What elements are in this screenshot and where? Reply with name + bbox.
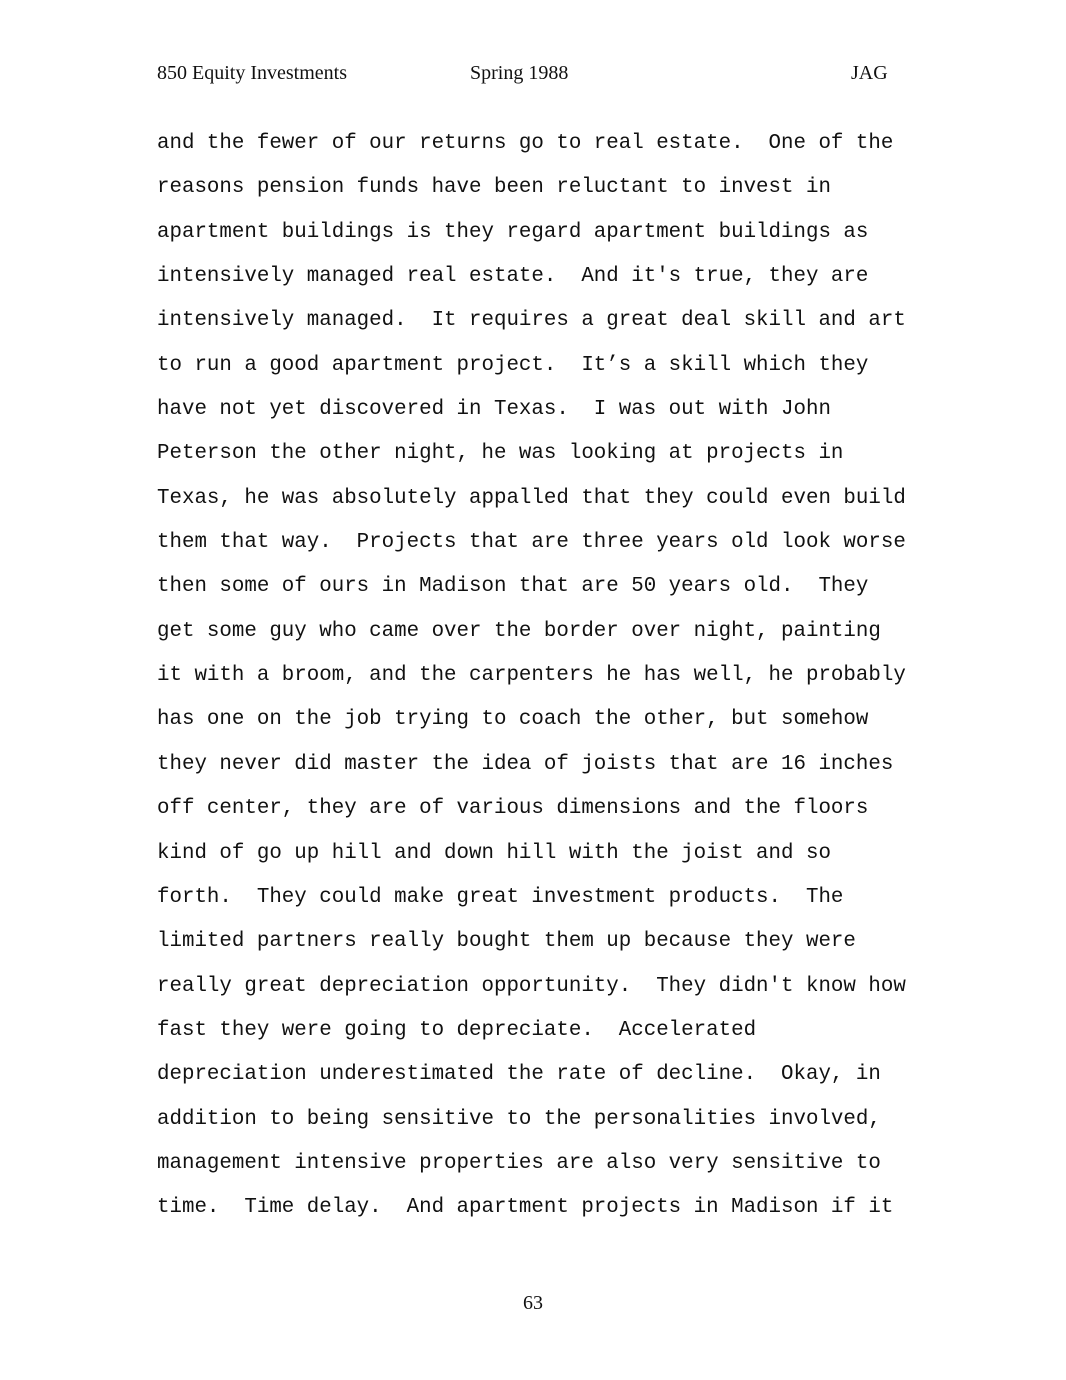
text-line: and the fewer of our returns go to real estate. One of the [157, 132, 894, 155]
transcript-body [157, 122, 937, 1231]
text-line: forth. They could make great investment products. The [157, 885, 844, 909]
text-line: them that way. Projects that are three years old look worse [157, 531, 906, 555]
text-line: have not yet discovered in Texas. I was out with John [157, 398, 831, 422]
text-line: fast they were going to depreciate. Accelerated [157, 1018, 757, 1042]
page-header [0, 62, 1066, 92]
text-line: time. Time delay. And apartment projects in Madison if it [157, 1196, 894, 1220]
text-line: has one on the job trying to coach the other, but somehow [157, 708, 869, 732]
text-line: off center, they are of various dimensions and the floors [157, 797, 869, 821]
text-line: Peterson the other night, he was looking at projects in [157, 442, 844, 466]
text-line: get some guy who came over the border over night, painting [157, 619, 881, 643]
text-line: intensively managed real estate. And it's true, they are [157, 265, 869, 289]
text-line: to run a good apartment project. It’s a skill which they [157, 353, 869, 377]
text-line: apartment buildings is they regard apartment buildings as [157, 220, 869, 244]
text-line: they never did master the idea of joists that are 16 inches [157, 752, 894, 776]
header-initials: JAG [851, 62, 888, 84]
text-line: it with a broom, and the carpenters he has well, he probably [157, 664, 906, 688]
text-line: management intensive properties are also very sensitive to [157, 1151, 881, 1175]
text-line: Texas, he was absolutely appalled that they could even build [157, 486, 906, 510]
header-term: Spring 1988 [470, 62, 569, 84]
header-course-title: 850 Equity Investments [157, 62, 347, 84]
text-line: then some of ours in Madison that are 50 years old. They [157, 575, 869, 599]
text-line: kind of go up hill and down hill with the joist and so [157, 841, 831, 865]
text-line: addition to being sensitive to the personalities involved, [157, 1107, 881, 1131]
text-line: reasons pension funds have been reluctant to invest in [157, 176, 831, 200]
text-line: limited partners really bought them up because they were [157, 930, 856, 954]
text-line: intensively managed. It requires a great deal skill and art [157, 309, 906, 333]
page-number: 63 [523, 1292, 543, 1314]
text-line: depreciation underestimated the rate of decline. Okay, in [157, 1063, 881, 1087]
text-line: really great depreciation opportunity. They didn't know how [157, 974, 906, 998]
